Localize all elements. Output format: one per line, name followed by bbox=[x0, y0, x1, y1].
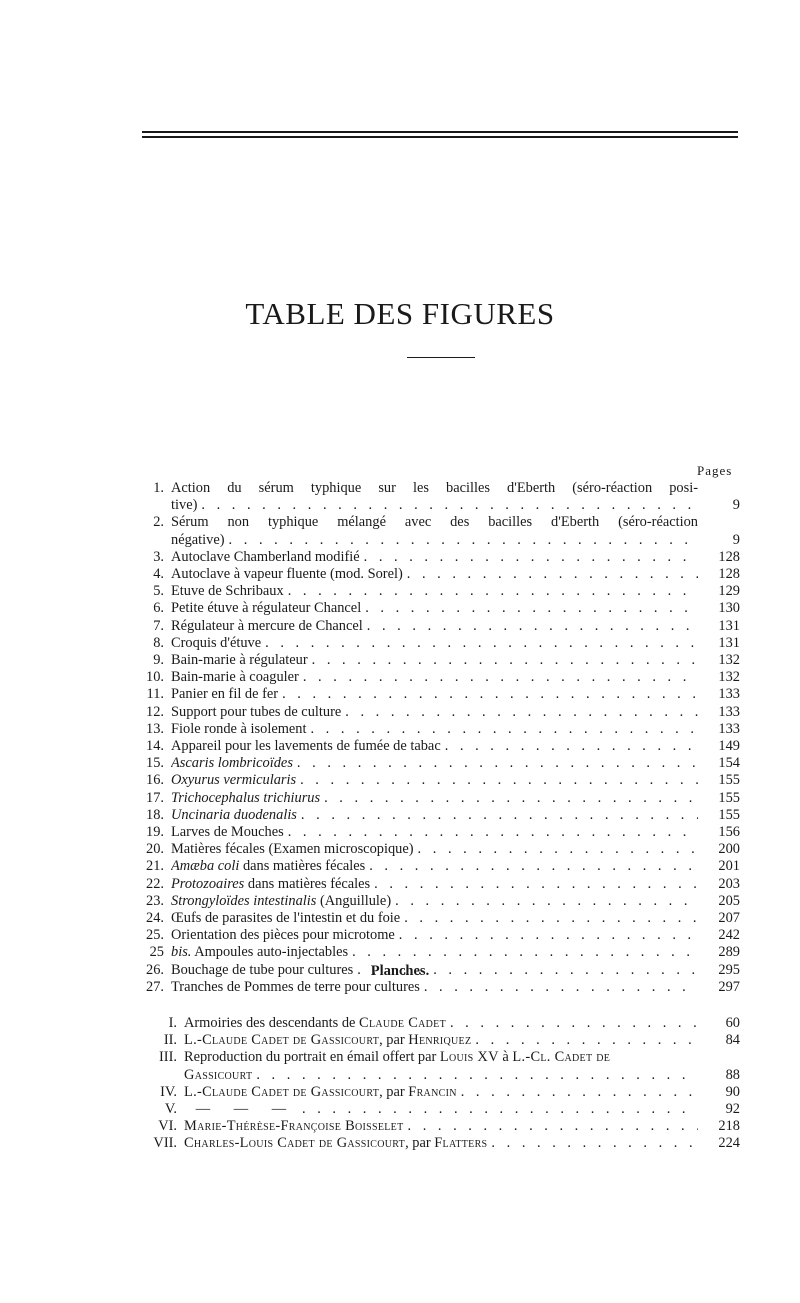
leader-dots bbox=[475, 1032, 698, 1049]
caption-italic-text: Oxyurus vermicularis bbox=[171, 772, 297, 789]
figure-caption bbox=[171, 618, 698, 635]
figure-entry bbox=[134, 514, 740, 548]
figure-caption-line bbox=[171, 583, 698, 600]
caption-italic-text: Trichocephalus trichiurus bbox=[171, 789, 321, 806]
caption-text: Sérum non typhique mélangé avec des bacilles d'Eberth (séro-réaction bbox=[171, 514, 698, 531]
leader-dots bbox=[399, 927, 698, 944]
leader-dots bbox=[301, 807, 698, 824]
caption-text: Support pour tubes de culture bbox=[171, 703, 342, 720]
figure-caption bbox=[171, 910, 698, 927]
figure-number: 25 bbox=[149, 944, 164, 961]
figure-entry bbox=[134, 927, 740, 944]
figure-caption-line bbox=[171, 532, 698, 549]
plate-entry bbox=[134, 1084, 740, 1101]
caption-name: Flatters bbox=[434, 1135, 488, 1152]
figure-caption-line bbox=[171, 841, 698, 858]
figure-number: 22. bbox=[146, 875, 164, 892]
figure-caption-line bbox=[171, 979, 698, 996]
caption-text: Etuve de Schribaux bbox=[171, 583, 284, 600]
plate-caption-line bbox=[184, 1067, 698, 1084]
caption-text: Orientation des pièces pour microtome bbox=[171, 927, 395, 944]
caption-text: Action du sérum typhique sur les bacilles d'Eberth (séro-réaction posi- bbox=[171, 480, 698, 496]
leader-dots bbox=[408, 1118, 699, 1135]
leader-dots bbox=[461, 1084, 698, 1101]
figure-caption-line bbox=[171, 652, 698, 669]
leader-dots bbox=[450, 1015, 698, 1032]
figure-caption bbox=[171, 635, 698, 652]
caption-text: , par bbox=[405, 1135, 435, 1152]
caption-name: Claude Cadet bbox=[359, 1015, 446, 1031]
page-number: 242 bbox=[718, 927, 740, 944]
page-number: 155 bbox=[718, 789, 740, 806]
plate-number: I. bbox=[168, 1015, 177, 1031]
plate-caption bbox=[184, 1015, 698, 1032]
figure-entry bbox=[134, 618, 740, 635]
figure-caption bbox=[171, 876, 698, 893]
caption-name: Charles-Louis Cadet de Gassicourt bbox=[184, 1135, 406, 1152]
page-number: 155 bbox=[718, 772, 740, 789]
figure-caption bbox=[171, 772, 698, 789]
figure-caption-line bbox=[171, 497, 698, 514]
figure-caption bbox=[171, 566, 698, 583]
page-number: 90 bbox=[725, 1083, 740, 1100]
figure-caption bbox=[171, 738, 698, 755]
caption-italic-text: Amæba coli bbox=[171, 858, 240, 875]
page-number: 132 bbox=[718, 669, 740, 686]
leader-dots bbox=[404, 910, 698, 927]
page-number: 218 bbox=[718, 1118, 740, 1135]
figure-caption-line bbox=[171, 635, 698, 652]
figure-caption bbox=[171, 514, 698, 548]
figure-caption-line bbox=[171, 893, 698, 910]
figure-caption-line bbox=[171, 686, 698, 703]
figure-entry bbox=[134, 807, 740, 824]
leader-dots bbox=[302, 1101, 698, 1118]
caption-text: tive) bbox=[171, 497, 198, 514]
figure-number: 8. bbox=[153, 634, 164, 651]
caption-italic-text: bis. bbox=[171, 944, 192, 961]
page-number: 289 bbox=[718, 944, 740, 961]
plate-list bbox=[134, 1015, 740, 1153]
figure-entry bbox=[134, 944, 740, 961]
leader-dots bbox=[265, 635, 698, 652]
figure-number: 16. bbox=[146, 772, 164, 789]
figure-list bbox=[134, 480, 740, 996]
figure-caption-line bbox=[171, 772, 698, 789]
leader-dots bbox=[201, 497, 698, 514]
figure-caption-line bbox=[171, 944, 698, 961]
caption-text: Autoclave à vapeur fluente (mod. Sorel) bbox=[171, 566, 403, 583]
ditto-dash: — bbox=[195, 1101, 211, 1118]
caption-name: Louis XV bbox=[439, 1049, 499, 1066]
leader-dots bbox=[288, 824, 698, 841]
figure-caption bbox=[171, 600, 698, 617]
plate-entry bbox=[134, 1015, 740, 1032]
leader-dots bbox=[424, 979, 698, 996]
leader-dots bbox=[288, 583, 698, 600]
figure-caption-line bbox=[171, 514, 698, 531]
leader-dots bbox=[300, 772, 698, 789]
page-number: 156 bbox=[718, 824, 740, 841]
caption-text: à bbox=[498, 1049, 513, 1066]
caption-text: Bain-marie à coaguler bbox=[171, 669, 299, 686]
caption-name: Henriquez bbox=[408, 1032, 472, 1049]
leader-dots bbox=[365, 600, 698, 617]
figure-caption-line bbox=[171, 704, 698, 721]
plate-caption-line bbox=[184, 1101, 698, 1118]
figure-caption bbox=[171, 755, 698, 772]
page-number: 295 bbox=[718, 961, 740, 978]
figure-number: 11. bbox=[146, 686, 164, 703]
plate-entry bbox=[134, 1049, 740, 1083]
figure-entry bbox=[134, 738, 740, 755]
page-number: 207 bbox=[718, 910, 740, 927]
caption-text: , par bbox=[379, 1083, 409, 1100]
figure-caption bbox=[171, 944, 698, 961]
leader-dots bbox=[369, 858, 698, 875]
figure-number: 20. bbox=[146, 841, 164, 858]
figure-number: 26. bbox=[146, 961, 164, 978]
figure-entry bbox=[134, 979, 740, 996]
plate-caption bbox=[184, 1084, 698, 1101]
figure-entry bbox=[134, 841, 740, 858]
plate-entry bbox=[134, 1118, 740, 1135]
figure-number: 25. bbox=[146, 927, 164, 944]
figure-caption-line bbox=[171, 549, 698, 566]
figure-number: 4. bbox=[153, 566, 164, 583]
figure-entry bbox=[134, 583, 740, 600]
figure-caption bbox=[171, 841, 698, 858]
caption-name: Marie-Thérèse-Françoise Boisselet bbox=[184, 1118, 404, 1135]
leader-dots bbox=[229, 532, 698, 549]
figure-number: 21. bbox=[146, 858, 164, 875]
figure-caption bbox=[171, 686, 698, 703]
figure-entry bbox=[134, 566, 740, 583]
leader-dots bbox=[445, 738, 698, 755]
figure-caption-line bbox=[171, 858, 698, 875]
figure-number: 9. bbox=[153, 652, 164, 669]
figure-entry bbox=[134, 910, 740, 927]
page-number: 205 bbox=[718, 892, 740, 909]
figure-caption bbox=[171, 979, 698, 996]
plate-caption bbox=[184, 1049, 698, 1083]
ditto-dash: — bbox=[271, 1101, 287, 1118]
figure-entry bbox=[134, 772, 740, 789]
page-number: 149 bbox=[718, 738, 740, 755]
figure-number: 23. bbox=[146, 892, 164, 909]
plate-entry bbox=[134, 1135, 740, 1152]
figure-caption bbox=[171, 704, 698, 721]
page-number: 201 bbox=[718, 858, 740, 875]
figure-caption-line bbox=[171, 566, 698, 583]
caption-italic-text: Strongyloïdes intestinalis bbox=[171, 892, 317, 909]
plate-number: VII. bbox=[153, 1135, 177, 1152]
page-number: 131 bbox=[718, 634, 740, 651]
plate-caption-line bbox=[184, 1015, 698, 1032]
plate-number: VI. bbox=[158, 1118, 177, 1135]
leader-dots bbox=[310, 721, 698, 738]
figure-number: 6. bbox=[153, 600, 164, 617]
figure-caption-line bbox=[171, 927, 698, 944]
plate-number: III. bbox=[159, 1049, 177, 1066]
page-number: 133 bbox=[718, 720, 740, 737]
figure-caption bbox=[171, 583, 698, 600]
figure-caption-line bbox=[171, 480, 698, 497]
figure-caption bbox=[171, 893, 698, 910]
leader-dots bbox=[491, 1135, 698, 1152]
caption-text: Œufs de parasites de l'intestin et du foie bbox=[171, 910, 401, 927]
figure-number: 7. bbox=[153, 617, 164, 634]
figure-caption bbox=[171, 858, 698, 875]
page-number: 128 bbox=[718, 566, 740, 583]
caption-text: Autoclave Chamberland modifié bbox=[171, 548, 360, 565]
page-number: 154 bbox=[718, 755, 740, 772]
plate-number: IV. bbox=[160, 1083, 177, 1100]
figure-number: 17. bbox=[146, 789, 164, 806]
plate-number: V. bbox=[164, 1101, 177, 1118]
caption-text: Fiole ronde à isolement bbox=[171, 720, 307, 737]
caption-text: Larves de Mouches bbox=[171, 824, 284, 841]
figure-entry bbox=[134, 652, 740, 669]
leader-dots bbox=[256, 1067, 698, 1084]
leader-dots bbox=[282, 686, 698, 703]
figure-number: 15. bbox=[146, 755, 164, 772]
page-number: 9 bbox=[732, 497, 740, 514]
leader-dots bbox=[367, 618, 698, 635]
leader-dots bbox=[407, 566, 698, 583]
leader-dots bbox=[364, 549, 698, 566]
page-number: 128 bbox=[718, 548, 740, 565]
page-number: 297 bbox=[718, 978, 740, 995]
figure-entry bbox=[134, 704, 740, 721]
caption-text: Petite étuve à régulateur Chancel bbox=[171, 600, 362, 617]
page-number: 92 bbox=[725, 1101, 740, 1118]
leader-dots bbox=[312, 652, 698, 669]
figure-entry bbox=[134, 824, 740, 841]
figure-entry bbox=[134, 669, 740, 686]
page-number: 155 bbox=[718, 806, 740, 823]
figure-number: 10. bbox=[146, 669, 164, 686]
figure-caption-line bbox=[171, 807, 698, 824]
figure-number: 1. bbox=[153, 480, 164, 496]
page-number: 60 bbox=[725, 1015, 740, 1031]
caption-text: Bouchage de tube pour cultures bbox=[171, 961, 354, 978]
figure-entry bbox=[134, 686, 740, 703]
caption-text: dans matières fécales bbox=[244, 875, 371, 892]
plate-caption-line bbox=[184, 1032, 698, 1049]
figure-number: 14. bbox=[146, 738, 164, 755]
figure-caption-line bbox=[171, 755, 698, 772]
figure-number: 3. bbox=[153, 548, 164, 565]
figure-entry bbox=[134, 893, 740, 910]
caption-name: Gassicourt bbox=[184, 1066, 253, 1083]
plate-caption-line bbox=[184, 1135, 698, 1152]
page-number: 200 bbox=[718, 841, 740, 858]
figure-caption-line bbox=[171, 618, 698, 635]
plate-caption-line bbox=[184, 1084, 698, 1101]
figure-caption-line bbox=[171, 824, 698, 841]
page-number: 133 bbox=[718, 686, 740, 703]
figure-caption-line bbox=[171, 669, 698, 686]
figure-entry bbox=[134, 549, 740, 566]
leader-dots bbox=[418, 841, 698, 858]
caption-text: négative) bbox=[171, 531, 225, 548]
caption-name: Francin bbox=[408, 1083, 457, 1100]
figure-number: 27. bbox=[146, 978, 164, 995]
figure-caption-line bbox=[171, 790, 698, 807]
page-number: 130 bbox=[718, 600, 740, 617]
figure-number: 18. bbox=[146, 806, 164, 823]
title-underline bbox=[407, 357, 475, 358]
figure-caption-line bbox=[171, 721, 698, 738]
header-rule-top bbox=[142, 131, 738, 133]
plate-entry bbox=[134, 1032, 740, 1049]
page-number: 129 bbox=[718, 583, 740, 600]
figure-number: 5. bbox=[153, 583, 164, 600]
page-number: 203 bbox=[718, 875, 740, 892]
figure-entry bbox=[134, 635, 740, 652]
plate-entry bbox=[134, 1101, 740, 1118]
caption-text: Croquis d'étuve bbox=[171, 634, 262, 651]
figure-entry bbox=[134, 721, 740, 738]
page-number: 132 bbox=[718, 652, 740, 669]
figure-number: 2. bbox=[153, 514, 164, 531]
leader-dots bbox=[297, 755, 698, 772]
figure-caption bbox=[171, 669, 698, 686]
caption-italic-text: Uncinaria duodenalis bbox=[171, 806, 297, 823]
caption-text: (Anguillule) bbox=[316, 892, 392, 909]
figure-entry bbox=[134, 755, 740, 772]
header-rule-bottom bbox=[142, 136, 738, 138]
caption-text: Tranches de Pommes de terre pour cultures bbox=[171, 978, 420, 995]
caption-text: dans matières fécales bbox=[239, 858, 366, 875]
caption-text: Ampoules auto-injectables bbox=[191, 944, 349, 961]
page-number: 9 bbox=[732, 531, 740, 548]
plate-caption-line bbox=[184, 1118, 698, 1135]
figure-entry bbox=[134, 790, 740, 807]
figure-caption bbox=[171, 824, 698, 841]
figure-caption-line bbox=[171, 910, 698, 927]
figure-caption-line bbox=[171, 600, 698, 617]
caption-name: L.-Cl. Cadet de bbox=[512, 1049, 611, 1066]
plate-caption bbox=[184, 1135, 698, 1152]
plate-caption bbox=[184, 1032, 698, 1049]
caption-text: Armoiries des descendants de bbox=[184, 1015, 360, 1031]
planches-heading: Planches. bbox=[370, 963, 430, 979]
caption-text: Appareil pour les lavements de fumée de tabac bbox=[171, 738, 441, 755]
figure-caption bbox=[171, 721, 698, 738]
caption-name: L.-Claude Cadet de Gassicourt bbox=[184, 1032, 380, 1049]
figure-number: 12. bbox=[146, 703, 164, 720]
figure-caption bbox=[171, 652, 698, 669]
leader-dots bbox=[324, 790, 698, 807]
plate-caption bbox=[184, 1118, 698, 1135]
caption-name: L.-Claude Cadet de Gassicourt bbox=[184, 1083, 380, 1100]
leader-dots bbox=[374, 876, 698, 893]
figure-number: 24. bbox=[146, 910, 164, 927]
page-number: 133 bbox=[718, 703, 740, 720]
caption-text: Bain-marie à régulateur bbox=[171, 652, 308, 669]
page-number: 88 bbox=[725, 1066, 740, 1083]
caption-text: Reproduction du portrait en émail offert par bbox=[184, 1049, 440, 1066]
ditto-dash: — bbox=[233, 1101, 249, 1118]
page-title: TABLE DES FIGURES bbox=[245, 296, 555, 331]
figure-number: 19. bbox=[146, 824, 164, 841]
figure-number: 13. bbox=[146, 720, 164, 737]
caption-text: Matières fécales (Examen microscopique) bbox=[171, 841, 414, 858]
figure-caption bbox=[171, 807, 698, 824]
caption-text: Régulateur à mercure de Chancel bbox=[171, 617, 363, 634]
caption-text: Panier en fil de fer bbox=[171, 686, 279, 703]
caption-text: , par bbox=[379, 1032, 409, 1049]
leader-dots bbox=[395, 893, 698, 910]
caption-italic-text: Ascaris lombricoïdes bbox=[171, 755, 293, 772]
figure-caption bbox=[171, 927, 698, 944]
figure-entry bbox=[134, 480, 740, 514]
pages-column-label: Pages bbox=[697, 463, 733, 478]
figure-caption-line bbox=[171, 876, 698, 893]
figure-caption bbox=[171, 790, 698, 807]
page-number: 131 bbox=[718, 617, 740, 634]
caption-italic-text: Protozoaires bbox=[171, 875, 245, 892]
figure-caption-line bbox=[171, 738, 698, 755]
figure-entry bbox=[134, 600, 740, 617]
page-number: 224 bbox=[718, 1135, 740, 1152]
leader-dots bbox=[352, 944, 698, 961]
figure-entry bbox=[134, 858, 740, 875]
figure-caption bbox=[171, 480, 698, 514]
leader-dots bbox=[345, 704, 698, 721]
page-number: 84 bbox=[725, 1032, 740, 1049]
plate-caption-line bbox=[184, 1049, 698, 1066]
figure-entry bbox=[134, 876, 740, 893]
plate-caption bbox=[184, 1101, 698, 1118]
figure-caption bbox=[171, 549, 698, 566]
plate-number: II. bbox=[163, 1032, 177, 1049]
leader-dots bbox=[303, 669, 698, 686]
